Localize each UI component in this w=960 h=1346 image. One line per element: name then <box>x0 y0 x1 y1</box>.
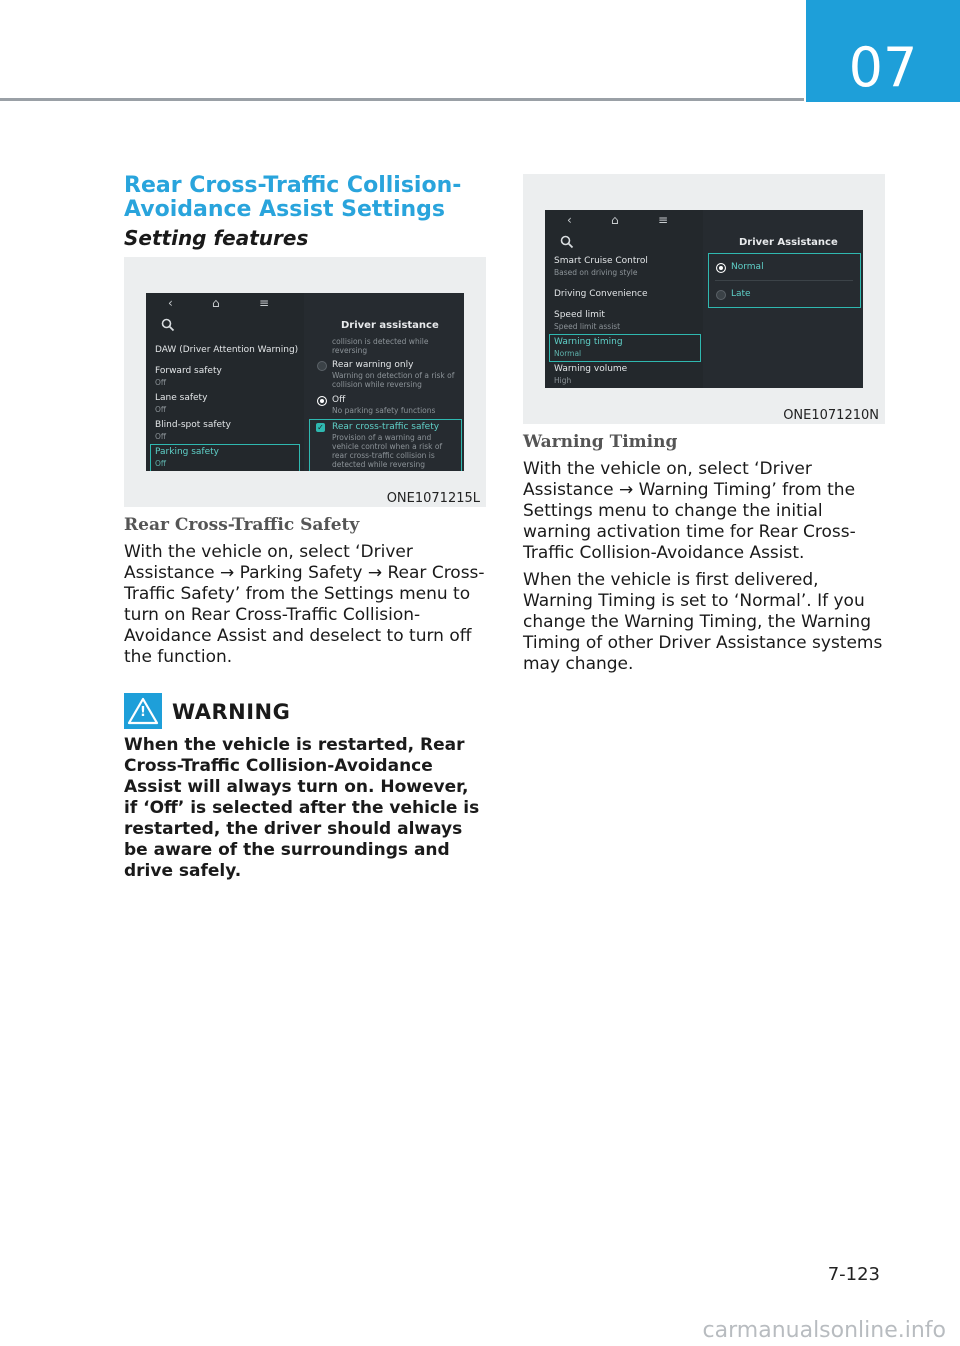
option-off[interactable] <box>332 395 458 415</box>
menu-item-label: Warning timing <box>554 337 623 347</box>
back-icon[interactable]: ‹ <box>168 296 173 310</box>
menu-item-smart-cruise-control[interactable] <box>554 256 648 278</box>
option-normal[interactable] <box>731 262 764 273</box>
figure-code: ONE1071210N <box>783 408 879 423</box>
menu-item-driving-convenience[interactable] <box>554 289 648 300</box>
menu-item-value: Off <box>155 378 167 387</box>
menu-icon[interactable]: ≡ <box>259 296 270 310</box>
option-label: Off <box>332 395 346 405</box>
warning-glyph: ! <box>140 705 146 720</box>
warning-triangle-icon <box>124 693 162 729</box>
timing-body-1: With the vehicle on, select ‘Driver Assistance → Warning Timing’ from the Settings menu to change the initial warning activation time for Rear Cross-Traffic Collision-Avoidance Assist. <box>523 459 856 563</box>
panel-title: Driver assistance <box>341 320 439 331</box>
menu-item-value: Off <box>155 432 167 441</box>
option-late[interactable] <box>731 289 751 300</box>
infotainment-screen-1 <box>146 293 464 471</box>
menu-item-speed-limit[interactable] <box>554 310 620 332</box>
figure-2 <box>523 174 885 424</box>
radio-late[interactable] <box>716 290 726 300</box>
option-description: Warning on detection of a risk of collision while reversing <box>332 371 455 389</box>
menu-item-parking-safety[interactable] <box>150 444 300 471</box>
menu-item-value: High <box>554 376 572 385</box>
menu-item-label: Smart Cruise Control <box>554 256 648 266</box>
infotainment-screen-2 <box>545 210 863 388</box>
screen-nav-bar <box>545 210 863 230</box>
chapter-tab <box>806 0 960 102</box>
menu-item-warning-timing[interactable] <box>549 334 701 362</box>
menu-item-label: DAW (Driver Attention Warning) <box>155 345 299 355</box>
menu-item-forward-safety[interactable] <box>155 366 222 388</box>
search-icon[interactable] <box>560 235 574 249</box>
back-icon[interactable]: ‹ <box>567 213 572 227</box>
section-title: Rear Cross-Traffic Collision-Avoidance Assist Settings <box>124 173 462 222</box>
menu-item-label: Forward safety <box>155 366 222 376</box>
rcts-body: With the vehicle on, select ‘Driver Assistance → Parking Safety → Rear Cross-Traffic Safety’ from the Settings menu to turn on Rear Cross-Traffic Collision-Avoidance Assist and deselect to turn off the function. <box>124 542 485 667</box>
option-description: collision is detected while reversing <box>332 337 429 355</box>
figure-code: ONE1071215L <box>386 491 480 506</box>
menu-icon[interactable]: ≡ <box>658 213 669 227</box>
menu-item-value: Off <box>155 459 167 468</box>
menu-item-label: Driving Convenience <box>554 289 648 299</box>
menu-item-label: Blind-spot safety <box>155 420 231 430</box>
checkbox-icon[interactable]: ✓ <box>317 423 324 432</box>
screen-nav-bar <box>146 293 464 313</box>
menu-item-blind-spot-safety[interactable] <box>155 420 231 442</box>
rcts-heading: Rear Cross-Traffic Safety <box>124 515 360 535</box>
menu-item-value: Normal <box>554 349 582 358</box>
warning-label: WARNING <box>172 700 291 724</box>
option-label: Normal <box>731 262 764 272</box>
option-label: Rear warning only <box>332 360 414 370</box>
page-number: 7-123 <box>827 1264 880 1285</box>
header-rule <box>0 98 804 101</box>
menu-item-value: Speed limit assist <box>554 322 621 331</box>
option-fragment <box>332 337 458 355</box>
warning-text: When the vehicle is restarted, Rear Cross-Traffic Collision-Avoidance Assist will always turn on. However, if ‘Off’ is selected after the vehicle is restarted, the driver should always be aware of the surroundings and drive safely. <box>124 735 480 881</box>
footer-watermark: carmanualsonline.info <box>702 1318 946 1343</box>
radio-off[interactable] <box>317 396 327 406</box>
option-rear-warning-only[interactable] <box>332 360 458 389</box>
options-divider <box>715 280 853 281</box>
menu-item-label: Speed limit <box>554 310 605 320</box>
menu-item-value: Based on driving style <box>554 268 638 277</box>
option-rear-cross-traffic-safety[interactable] <box>332 422 458 469</box>
search-icon[interactable] <box>161 318 175 332</box>
radio-normal[interactable] <box>716 263 726 273</box>
menu-item-value: Off <box>155 405 167 414</box>
menu-item-warning-volume[interactable] <box>554 364 627 386</box>
panel-title: Driver Assistance <box>739 237 838 248</box>
menu-item-label: Lane safety <box>155 393 208 403</box>
timing-body-2: When the vehicle is first delivered, Warning Timing is set to ‘Normal’. If you change the Warning Timing, the Warning Timing of other Driver Assistance systems may change. <box>523 570 883 674</box>
option-label: Rear cross-traffic safety <box>332 422 440 432</box>
option-description: No parking safety functions <box>332 406 436 415</box>
home-icon[interactable]: ⌂ <box>611 213 619 227</box>
home-icon[interactable]: ⌂ <box>212 296 220 310</box>
menu-item-label: Parking safety <box>155 447 219 457</box>
menu-item-label: Warning volume <box>554 364 628 374</box>
figure-1 <box>124 257 486 507</box>
section-subtitle: Setting features <box>124 226 309 250</box>
option-label: Late <box>731 289 751 299</box>
menu-item-lane-safety[interactable] <box>155 393 207 415</box>
chapter-number: 07 <box>848 36 918 99</box>
timing-heading: Warning Timing <box>523 432 678 452</box>
radio-rear-warning-only[interactable] <box>317 361 327 371</box>
option-description: Provision of a warning and vehicle control when a risk of rear cross-traffic collision is detected while reversing <box>332 433 443 469</box>
menu-item-daw[interactable] <box>155 345 298 356</box>
